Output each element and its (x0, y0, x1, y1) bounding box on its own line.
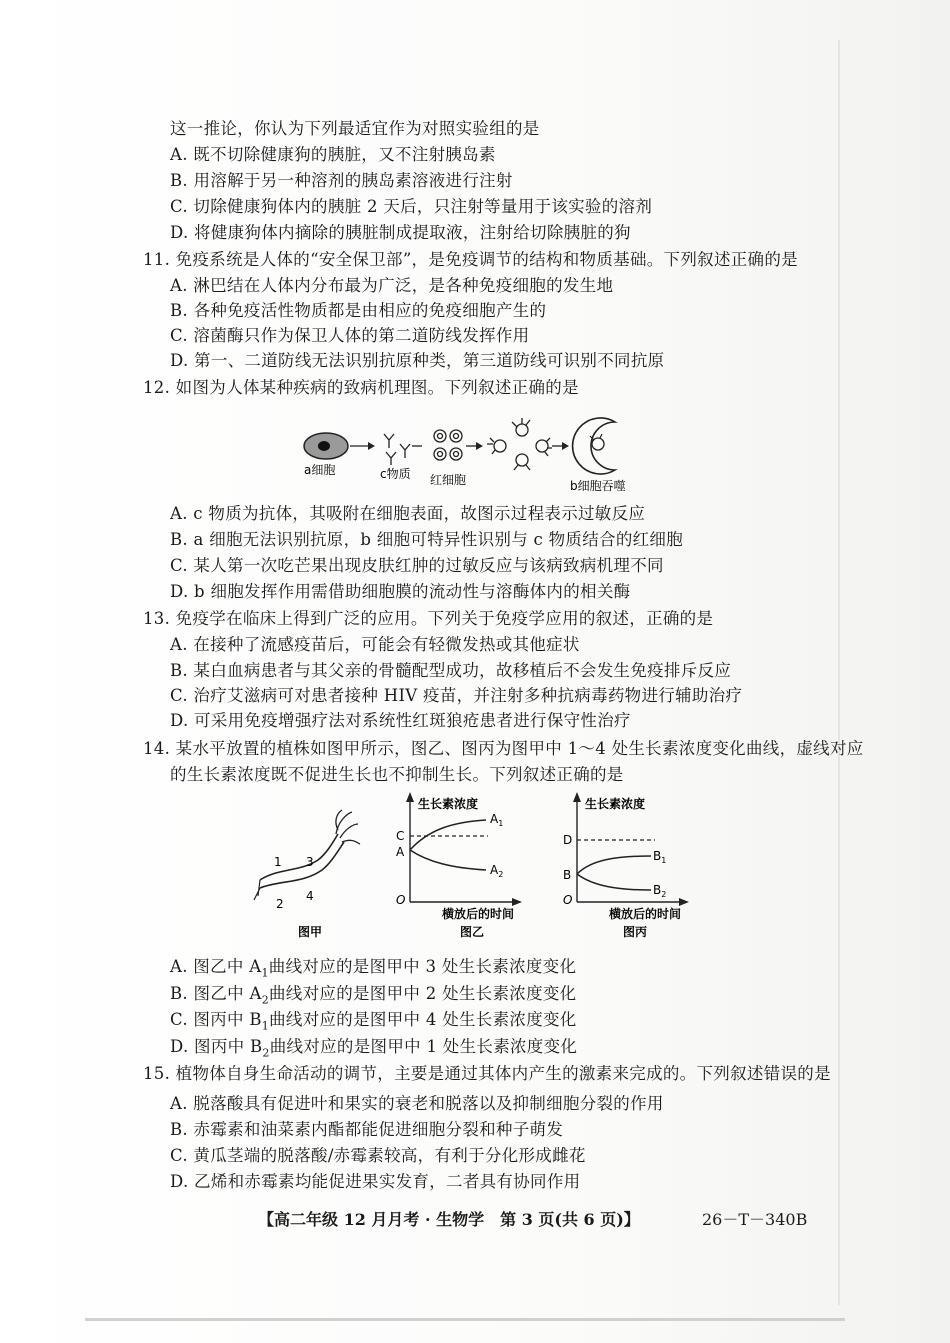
q14-stem-line2: 的生长素浓度既不促进生长也不抑制生长。下列叙述正确的是 (170, 765, 624, 784)
q10-option-d: D. 将健康狗体内摘除的胰脏制成提取液，注射给切除胰脏的狗 (170, 223, 631, 242)
b-cell-label: b细胞吞噬 (570, 479, 626, 493)
page-footer: 【高二年级 12 月月考 · 生物学 第 3 页(共 6 页)】 (258, 1210, 640, 1229)
page-bottom-edge (85, 1318, 845, 1321)
exam-code: 26－T－340B (702, 1210, 808, 1229)
bing-label-d: D (563, 833, 573, 847)
q15-stem: 15. 植物体自身生命活动的调节，主要是通过其体内产生的激素来完成的。下列叙述错误的是 (143, 1064, 831, 1083)
q15-option-d: D. 乙烯和赤霉素均能促进果实发育，二者具有协同作用 (170, 1172, 581, 1191)
site-4: 4 (306, 889, 314, 903)
q15-option-b: B. 赤霉素和油菜素内酯都能促进细胞分裂和种子萌发 (170, 1120, 564, 1139)
q15-option-c: C. 黄瓜茎端的脱落酸/赤霉素较高，有利于分化形成雌花 (170, 1146, 586, 1165)
page-edge (838, 40, 840, 1305)
bing-label-b: B (563, 868, 572, 882)
q13-option-c: C. 治疗艾滋病可对患者接种 HIV 疫苗，并注射多种抗病毒药物进行辅助治疗 (170, 686, 743, 705)
q11-option-c: C. 溶菌酶只作为保卫人体的第二道防线发挥作用 (170, 326, 530, 345)
q12-stem: 12. 如图为人体某种疾病的致病机理图。下列叙述正确的是 (143, 378, 579, 397)
q14-option-c: C. 图丙中 $B_1$曲线对应的是图甲中 4 处生长素浓度变化 (170, 1010, 577, 1033)
q14-figure-jia (248, 808, 363, 943)
site-2: 2 (276, 897, 284, 911)
q14-figure-bing (555, 790, 695, 945)
q14-option-a: A. 图乙中 $A_1$曲线对应的是图甲中 3 处生长素浓度变化 (170, 957, 577, 980)
q12-option-d: D. b 细胞发挥作用需借助细胞膜的流动性与溶酶体内的相关酶 (170, 582, 631, 601)
q12-option-c: C. 某人第一次吃芒果出现皮肤红肿的过敏反应与该病致病机理不同 (170, 556, 664, 575)
yi-label-a: A (396, 845, 405, 859)
q10-stem: 这一推论，你认为下列最适宜作为对照实验组的是 (170, 119, 540, 138)
site-1: 1 (274, 855, 282, 869)
red-cell-icon (434, 430, 462, 460)
q12-option-b: B. a 细胞无法识别抗原，b 细胞可特异性识别与 c 物质结合的红细胞 (170, 530, 684, 549)
c-substance-label: c物质 (380, 467, 411, 481)
q11-option-d: D. 第一、二道防线无法识别抗原种类，第三道防线可识别不同抗原 (170, 351, 665, 370)
yi-xlabel: 横放后的时间 (442, 907, 515, 921)
antibody-bound-cells-icon (487, 418, 552, 470)
q11-option-a: A. 淋巴结在人体内分布最为广泛，是各种免疫细胞的发生地 (170, 276, 614, 295)
q14-figure-yi (388, 790, 528, 945)
red-cell-label: 红细胞 (430, 473, 467, 487)
yi-curve-a1: $A_1$ (490, 812, 504, 828)
a-cell-label: a细胞 (304, 463, 336, 477)
caption-jia: 图甲 (298, 925, 323, 939)
bing-ylabel: 生长素浓度 (585, 797, 646, 811)
b-cell-icon (573, 418, 615, 474)
q13-option-a: A. 在接种了流感疫苗后，可能会有轻微发热或其他症状 (170, 635, 580, 654)
yi-origin: O (396, 893, 406, 907)
q12-option-a: A. c 物质为抗体，其吸附在细胞表面，故图示过程表示过敏反应 (170, 504, 646, 523)
q10-option-c: C. 切除健康狗体内的胰脏 2 天后，只注射等量用于该实验的溶剂 (170, 197, 653, 216)
bing-xlabel: 横放后的时间 (609, 907, 682, 921)
c-substance-icon (384, 434, 410, 465)
q14-stem-line1: 14. 某水平放置的植株如图甲所示，图乙、图丙为图甲中 1～4 处生长素浓度变化曲线，虚线对应 (143, 739, 864, 758)
q10-option-b: B. 用溶解于另一种溶剂的胰岛素溶液进行注射 (170, 171, 513, 190)
bing-curve-b2: $B_2$ (653, 883, 667, 899)
q10-option-a: A. 既不切除健康狗的胰脏，又不注射胰岛素 (170, 145, 496, 164)
q13-option-d: D. 可采用免疫增强疗法对系统性红斑狼疮患者进行保守性治疗 (170, 711, 631, 730)
bing-curve-b1: $B_1$ (653, 849, 667, 865)
yi-ylabel: 生长素浓度 (418, 797, 479, 811)
q14-option-b: B. 图乙中 $A_2$曲线对应的是图甲中 2 处生长素浓度变化 (170, 984, 577, 1007)
caption-bing: 图丙 (623, 925, 648, 939)
yi-label-c: C (396, 829, 405, 843)
q11-stem: 11. 免疫系统是人体的“安全保卫部”，是免疫调节的结构和物质基础。下列叙述正确的是 (143, 250, 798, 269)
q11-option-b: B. 各种免疫活性物质都是由相应的免疫细胞产生的 (170, 301, 547, 320)
q14-option-d: D. 图丙中 $B_2$曲线对应的是图甲中 1 处生长素浓度变化 (170, 1037, 578, 1060)
q12-figure (300, 408, 650, 500)
site-3: 3 (306, 855, 314, 869)
q15-option-a: A. 脱落酸具有促进叶和果实的衰老和脱落以及抑制细胞分裂的作用 (170, 1094, 664, 1113)
yi-curve-a2: $A_2$ (490, 863, 504, 879)
q13-stem: 13. 免疫学在临床上得到广泛的应用。下列关于免疫学应用的叙述，正确的是 (143, 609, 714, 628)
q13-option-b: B. 某白血病患者与其父亲的骨髓配型成功，故移植后不会发生免疫排斥反应 (170, 661, 732, 680)
caption-yi: 图乙 (460, 925, 485, 939)
bing-origin: O (563, 893, 573, 907)
